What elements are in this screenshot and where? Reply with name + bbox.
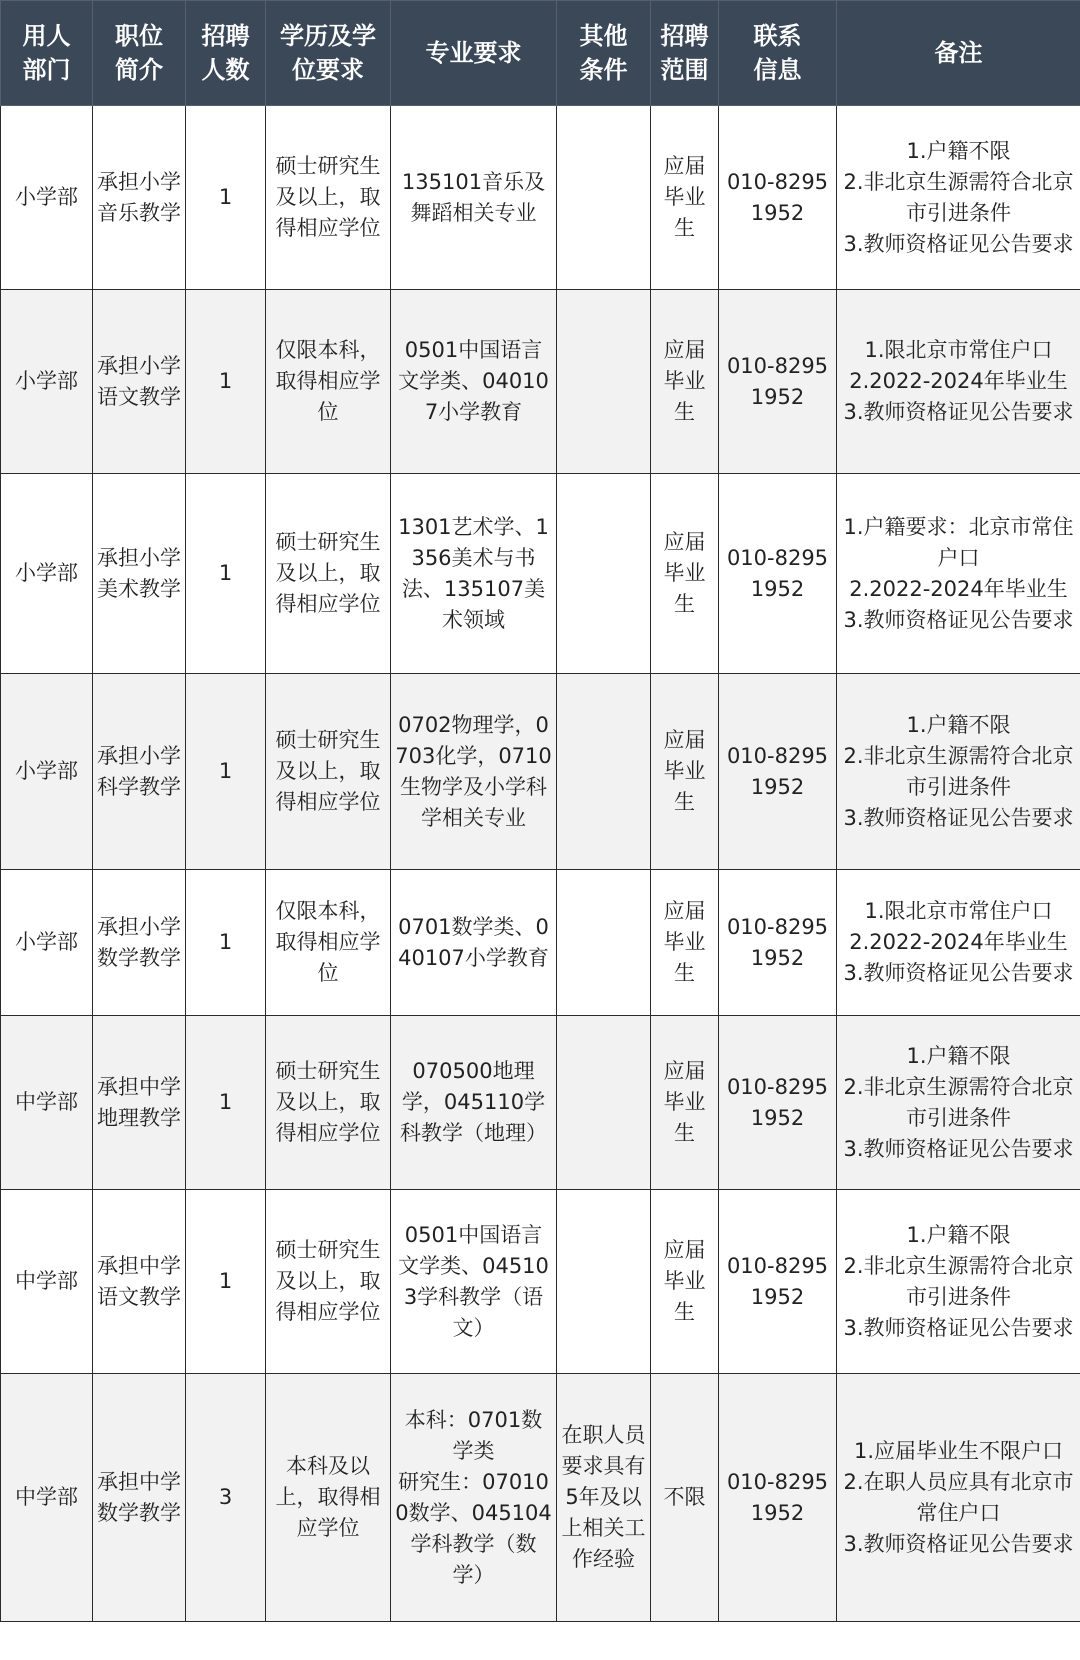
cell-count: 1 (186, 870, 266, 1016)
header-other: 其他 条件 (557, 1, 651, 106)
table-row (1, 290, 1080, 474)
cell-scope: 不限 (651, 1374, 719, 1622)
cell-major: 135101音乐及舞蹈相关专业 (391, 106, 557, 290)
cell-count: 3 (186, 1374, 266, 1622)
cell-count: 1 (186, 1016, 266, 1190)
cell-other (557, 474, 651, 674)
cell-contact: 010-82951952 (719, 674, 837, 870)
cell-dept: 小学部 (1, 674, 93, 870)
cell-major: 0501中国语言文学类、045103学科教学（语文） (391, 1190, 557, 1374)
cell-major: 070500地理学，045110学科教学（地理） (391, 1016, 557, 1190)
cell-count: 1 (186, 1190, 266, 1374)
cell-major: 本科：0701数学类 研究生：070100数学、045104学科教学（数学） (391, 1374, 557, 1622)
cell-contact: 010-82951952 (719, 1374, 837, 1622)
cell-remarks: 1.户籍不限 2.非北京生源需符合北京市引进条件 3.教师资格证见公告要求 (837, 1016, 1080, 1190)
cell-education: 硕士研究生及以上，取得相应学位 (266, 1190, 391, 1374)
cell-other (557, 1016, 651, 1190)
cell-other (557, 106, 651, 290)
header-count: 招聘 人数 (186, 1, 266, 106)
cell-other (557, 290, 651, 474)
cell-position: 承担中学数学教学 (93, 1374, 186, 1622)
header-scope: 招聘 范围 (651, 1, 719, 106)
cell-scope: 应届毕业生 (651, 474, 719, 674)
header-major: 专业要求 (391, 1, 557, 106)
cell-scope: 应届毕业生 (651, 1190, 719, 1374)
cell-remarks: 1.户籍要求：北京市常住户口 2.2022-2024年毕业生 3.教师资格证见公告要求 (837, 474, 1080, 674)
cell-position: 承担小学音乐教学 (93, 106, 186, 290)
cell-scope: 应届毕业生 (651, 290, 719, 474)
cell-position: 承担小学科学教学 (93, 674, 186, 870)
table-row (1, 106, 1080, 290)
cell-other (557, 674, 651, 870)
cell-dept: 小学部 (1, 290, 93, 474)
cell-education: 硕士研究生及以上，取得相应学位 (266, 474, 391, 674)
table-row (1, 1190, 1080, 1374)
cell-contact: 010-82951952 (719, 106, 837, 290)
cell-count: 1 (186, 474, 266, 674)
header-dept: 用人 部门 (1, 1, 93, 106)
cell-education: 硕士研究生及以上，取得相应学位 (266, 1016, 391, 1190)
table-row (1, 1016, 1080, 1190)
table-row (1, 474, 1080, 674)
cell-scope: 应届毕业生 (651, 1016, 719, 1190)
cell-remarks: 1.户籍不限 2.非北京生源需符合北京市引进条件 3.教师资格证见公告要求 (837, 106, 1080, 290)
table-row (1, 674, 1080, 870)
cell-position: 承担小学美术教学 (93, 474, 186, 674)
table-header-row (1, 1, 1080, 106)
cell-major: 1301艺术学、1356美术与书法、135107美术领域 (391, 474, 557, 674)
cell-scope: 应届毕业生 (651, 870, 719, 1016)
cell-dept: 中学部 (1, 1374, 93, 1622)
cell-position: 承担小学语文教学 (93, 290, 186, 474)
cell-position: 承担中学语文教学 (93, 1190, 186, 1374)
cell-education: 硕士研究生及以上，取得相应学位 (266, 106, 391, 290)
table-row (1, 870, 1080, 1016)
cell-count: 1 (186, 674, 266, 870)
cell-other: 在职人员要求具有5年及以上相关工作经验 (557, 1374, 651, 1622)
cell-position: 承担小学数学教学 (93, 870, 186, 1016)
cell-dept: 小学部 (1, 870, 93, 1016)
cell-contact: 010-82951952 (719, 1190, 837, 1374)
cell-contact: 010-82951952 (719, 290, 837, 474)
cell-dept: 小学部 (1, 474, 93, 674)
cell-other (557, 1190, 651, 1374)
cell-position: 承担中学地理教学 (93, 1016, 186, 1190)
cell-count: 1 (186, 290, 266, 474)
table-row (1, 1374, 1080, 1622)
cell-education: 仅限本科，取得相应学位 (266, 290, 391, 474)
cell-remarks: 1.限北京市常住户口 2.2022-2024年毕业生 3.教师资格证见公告要求 (837, 290, 1080, 474)
cell-major: 0501中国语言文学类、040107小学教育 (391, 290, 557, 474)
cell-education: 硕士研究生及以上，取得相应学位 (266, 674, 391, 870)
cell-education: 本科及以上，取得相应学位 (266, 1374, 391, 1622)
header-position: 职位 简介 (93, 1, 186, 106)
cell-remarks: 1.户籍不限 2.非北京生源需符合北京市引进条件 3.教师资格证见公告要求 (837, 674, 1080, 870)
cell-scope: 应届毕业生 (651, 674, 719, 870)
cell-other (557, 870, 651, 1016)
header-remarks: 备注 (837, 1, 1080, 106)
cell-major: 0702物理学，0703化学，0710生物学及小学科学相关专业 (391, 674, 557, 870)
cell-contact: 010-82951952 (719, 870, 837, 1016)
cell-contact: 010-82951952 (719, 474, 837, 674)
cell-major: 0701数学类、040107小学教育 (391, 870, 557, 1016)
cell-remarks: 1.户籍不限 2.非北京生源需符合北京市引进条件 3.教师资格证见公告要求 (837, 1190, 1080, 1374)
cell-dept: 小学部 (1, 106, 93, 290)
header-education: 学历及学 位要求 (266, 1, 391, 106)
cell-contact: 010-82951952 (719, 1016, 837, 1190)
cell-education: 仅限本科，取得相应学位 (266, 870, 391, 1016)
cell-dept: 中学部 (1, 1016, 93, 1190)
cell-remarks: 1.限北京市常住户口 2.2022-2024年毕业生 3.教师资格证见公告要求 (837, 870, 1080, 1016)
cell-count: 1 (186, 106, 266, 290)
cell-remarks: 1.应届毕业生不限户口 2.在职人员应具有北京市常住户口 3.教师资格证见公告要求 (837, 1374, 1080, 1622)
cell-scope: 应届毕业生 (651, 106, 719, 290)
cell-dept: 中学部 (1, 1190, 93, 1374)
header-contact: 联系 信息 (719, 1, 837, 106)
